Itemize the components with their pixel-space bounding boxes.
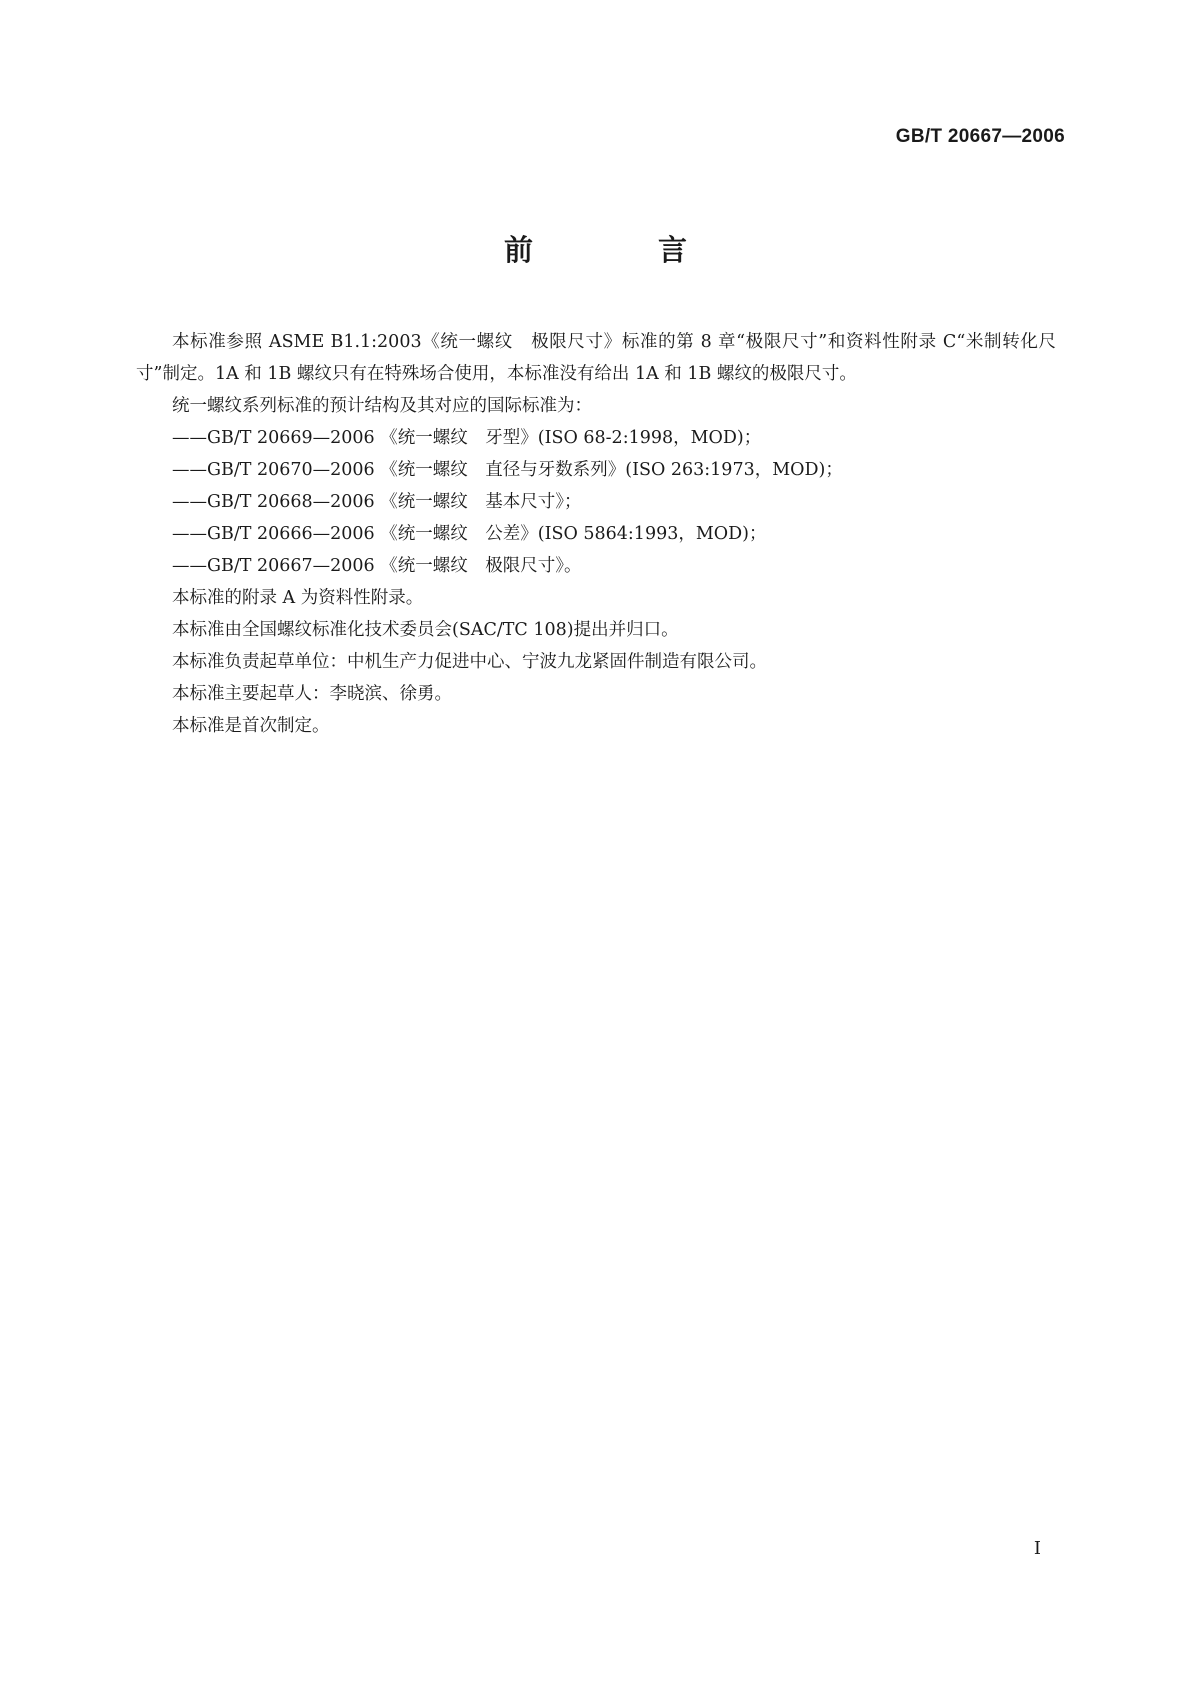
paragraph-appendix: 本标准的附录 A 为资料性附录。	[172, 588, 424, 608]
paragraph-committee: 本标准由全国螺纹标准化技术委员会(SAC/TC 108)提出并归口。	[172, 620, 679, 640]
paragraph-drafting-units: 本标准负责起草单位：中机生产力促进中心、宁波九龙紧固件制造有限公司。	[172, 652, 767, 672]
foreword-body	[136, 326, 1056, 742]
list-item: ——GB/T 20667—2006 《统一螺纹 极限尺寸》。	[172, 556, 582, 576]
page-title: 前 言	[503, 233, 735, 267]
standard-number: GB/T 20667—2006	[895, 126, 1065, 147]
list-item: ——GB/T 20669—2006 《统一螺纹 牙型》(ISO 68-2:1998，MOD)；	[172, 428, 762, 448]
paragraph-series-intro: 统一螺纹系列标准的预计结构及其对应的国际标准为：	[172, 396, 592, 416]
list-item: ——GB/T 20668—2006 《统一螺纹 基本尺寸》；	[172, 492, 582, 512]
page-number: I	[1033, 1538, 1041, 1559]
list-item: ——GB/T 20666—2006 《统一螺纹 公差》(ISO 5864:1993，MOD)；	[172, 524, 767, 544]
paragraph-first-edition: 本标准是首次制定。	[172, 716, 330, 736]
paragraph-reference: 本标准参照 ASME B1.1:2003《统一螺纹 极限尺寸》标准的第 8 章“极限尺寸”和资料性附录 C“米制转化尺寸”制定。1A 和 1B 螺纹只有在特殊场合使用，本标准没有给出 1A 和 1B 螺纹的极限尺寸。	[136, 332, 1056, 384]
standards-list	[136, 422, 1056, 582]
list-item: ——GB/T 20670—2006 《统一螺纹 直径与牙数系列》(ISO 263:1973，MOD)；	[172, 460, 843, 480]
paragraph-drafters: 本标准主要起草人：李晓滨、徐勇。	[172, 684, 452, 704]
